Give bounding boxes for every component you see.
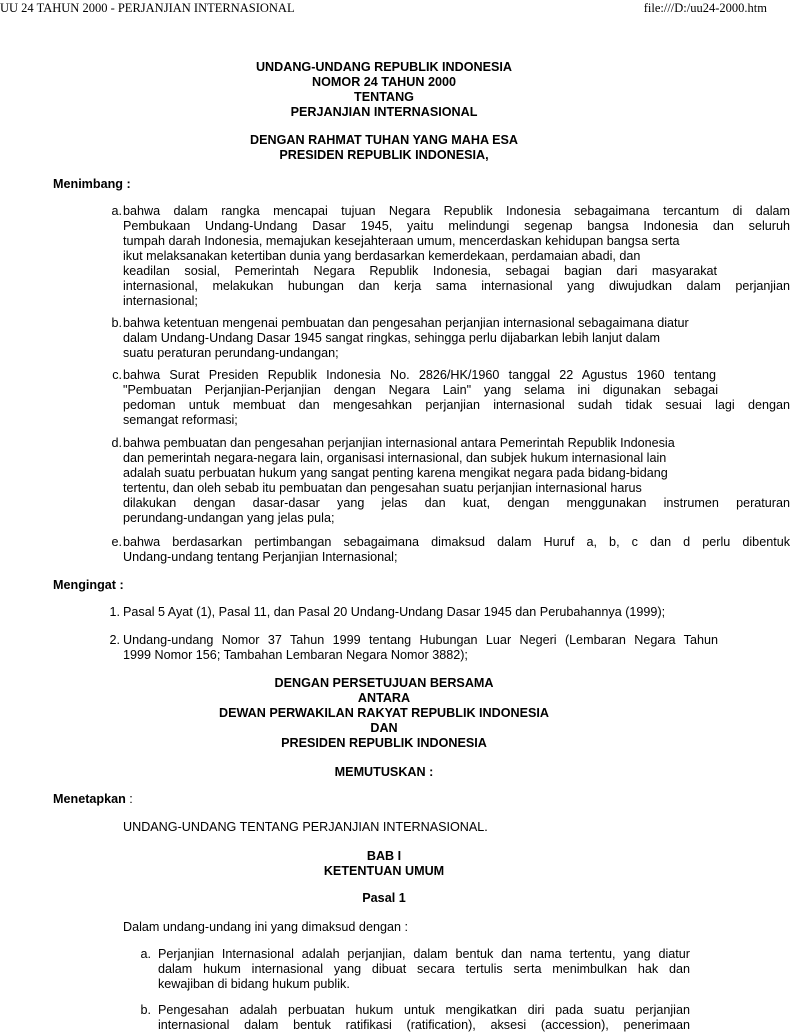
pasal-intro: Dalam undang-undang ini yang dimaksud dengan : [123, 920, 408, 934]
item-line: tertentu, dan oleh sebab itu pembuatan dan pengesahan suatu perjanjian internasional harus [123, 481, 642, 495]
item-line: bahwa ketentuan mengenai pembuatan dan pengesahan perjanjian internasional sebagaimana diatur [123, 316, 689, 330]
item-line: dalam hukum internasional yang dibuat secara tertulis serta menimbulkan hak dan [158, 962, 690, 976]
mengingat-heading: Mengingat : [53, 578, 124, 592]
title-line: PERJANJIAN INTERNASIONAL [290, 105, 478, 119]
menetapkan-label: Menetapkan [53, 792, 126, 806]
approval-line: ANTARA [357, 691, 411, 705]
approval-line: DEWAN PERWAKILAN RAKYAT REPUBLIK INDONESIA [218, 706, 550, 720]
menimbang-heading: Menimbang : [53, 177, 131, 191]
item-line: Perjanjian Internasional adalah perjanjian, dalam bentuk dan nama tertentu, yang diatur [158, 947, 690, 961]
item-marker: b. [140, 1003, 151, 1017]
item-line: Pasal 5 Ayat (1), Pasal 11, dan Pasal 20 Undang-Undang Dasar 1945 dan Perubahannya (1999); [123, 605, 666, 619]
pasal-line: Pasal 1 [362, 891, 406, 905]
print-header-url: file:///D:/uu24-2000.htm [643, 1, 767, 15]
approval-line: PRESIDEN REPUBLIK INDONESIA [281, 736, 487, 750]
bab-line: KETENTUAN UMUM [323, 864, 445, 878]
item-marker: e. [111, 535, 122, 549]
item-line: dan pemerintah negara-negara lain, organisasi internasional, dan subjek hukum internasional lain [123, 451, 667, 465]
item-line: Pembukaan Undang-Undang Dasar 1945, yaitu melindungi segenap bangsa Indonesia dan seluruh [123, 219, 790, 233]
item-line: internasional dalam bentuk ratifikasi (ratification), aksesi (accession), penerimaan [158, 1018, 690, 1032]
item-line: Undang-undang tentang Perjanjian Internasional; [123, 550, 398, 564]
item-line: bahwa pembuatan dan pengesahan perjanjian internasional antara Pemerintah Republik Indonesia [123, 436, 675, 450]
menetapkan-heading [53, 792, 133, 807]
item-line: Undang-undang Nomor 37 Tahun 1999 tentang Hubungan Luar Negeri (Lembaran Negara Tahun [123, 633, 718, 647]
item-line: suatu peraturan perundang-undangan; [123, 346, 339, 360]
blessing-line: DENGAN RAHMAT TUHAN YANG MAHA ESA [250, 133, 518, 147]
item-line: dalam Undang-Undang Dasar 1945 sangat ringkas, sehingga perlu dijabarkan lebih lanjut dalam [123, 331, 660, 345]
item-line: perundang-undangan yang jelas pula; [123, 511, 335, 525]
bab-heading [0, 849, 768, 879]
item-marker: 2. [109, 633, 120, 647]
item-line: bahwa berdasarkan pertimbangan sebagaimana dimaksud dalam Huruf a, b, c dan d perlu dibentuk [123, 535, 790, 549]
item-marker: c. [112, 368, 122, 382]
menetapkan-suffix: : [125, 792, 133, 806]
item-line: bahwa Surat Presiden Republik Indonesia No. 2826/HK/1960 tanggal 22 Agustus 1960 tentang [123, 368, 716, 382]
item-line: 1999 Nomor 156; Tambahan Lembaran Negara Nomor 3882); [123, 648, 468, 662]
approval-line: DAN [370, 721, 398, 735]
approval-line: DENGAN PERSETUJUAN BERSAMA [274, 676, 494, 690]
approval-block [0, 676, 768, 751]
item-line: semangat reformasi; [123, 413, 238, 427]
bab-line: BAB I [366, 849, 402, 863]
item-line: keadilan sosial, Pemerintah Negara Republik Indonesia, sebagai bagian dari masyarakat [123, 264, 717, 278]
item-line: kewajiban di bidang hukum publik. [158, 977, 350, 991]
item-marker: b. [111, 316, 122, 330]
item-line: pedoman untuk membuat dan mengesahkan perjanjian internasional sudah tidak sesuai lagi dengan [123, 398, 790, 412]
title-line: UNDANG-UNDANG REPUBLIK INDONESIA [255, 60, 513, 74]
item-line: dilakukan dengan dasar-dasar yang jelas dan kuat, dengan menggunakan instrumen peraturan [123, 496, 790, 510]
item-marker: a. [140, 947, 151, 961]
memutuskan-line: MEMUTUSKAN : [334, 765, 434, 779]
item-marker: 1. [109, 605, 120, 619]
item-line: internasional; [123, 294, 198, 308]
item-line: Pengesahan adalah perbuatan hukum untuk mengikatkan diri pada suatu perjanjian [158, 1003, 690, 1017]
title-line: TENTANG [354, 90, 414, 104]
title-line: NOMOR 24 TAHUN 2000 [312, 75, 456, 89]
item-line: ikut melaksanakan ketertiban dunia yang berdasarkan kemerdekaan, perdamaian abadi, dan [123, 249, 641, 263]
item-marker: d. [111, 436, 122, 450]
item-line: internasional, melakukan hubungan dan kerja sama internasional yang diwujudkan dalam perjanjian [123, 279, 790, 293]
pasal-heading [0, 891, 768, 906]
memutuskan-heading [0, 765, 768, 780]
menetapkan-text: UNDANG-UNDANG TENTANG PERJANJIAN INTERNASIONAL. [123, 820, 488, 834]
item-marker: a. [111, 204, 122, 218]
print-header-title: UU 24 TAHUN 2000 - PERJANJIAN INTERNASIONAL [0, 1, 295, 15]
item-line: tumpah darah Indonesia, memajukan kesejahteraan umum, mencerdaskan kehidupan bangsa serta [123, 234, 680, 248]
blessing-line: PRESIDEN REPUBLIK INDONESIA, [279, 148, 489, 162]
item-line: adalah suatu perbuatan hukum yang sangat penting karena mengikat negara pada bidang-bidang [123, 466, 668, 480]
item-line: bahwa dalam rangka mencapai tujuan Negara Republik Indonesia sebagaimana tercantum di dalam [123, 204, 790, 218]
item-line: "Pembuatan Perjanjian-Perjanjian dengan Negara Lain" yang selama ini digunakan sebagai [123, 383, 718, 397]
